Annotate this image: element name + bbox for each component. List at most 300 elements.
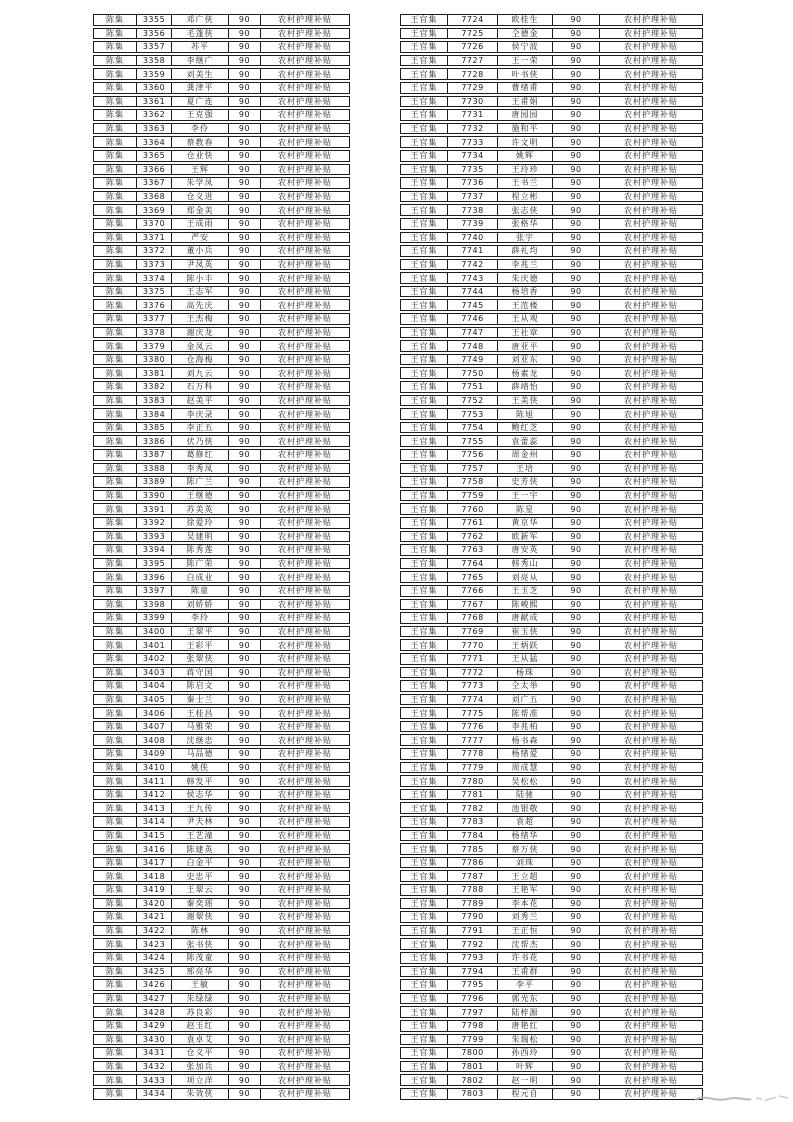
name-cell: 陈启文 bbox=[172, 681, 229, 691]
id-cell: 3434 bbox=[137, 1089, 172, 1099]
place-cell: 陈集 bbox=[94, 532, 137, 542]
name-cell: 张书侠 bbox=[172, 939, 229, 949]
subsidy-cell: 农村护理补贴 bbox=[624, 382, 678, 392]
amount-cell: 90 bbox=[229, 817, 261, 827]
place-cell: 陈集 bbox=[94, 749, 137, 759]
place-cell: 王官集 bbox=[401, 219, 448, 229]
subsidy-cell: 农村护理补贴 bbox=[624, 273, 678, 283]
place-cell: 王官集 bbox=[401, 572, 448, 582]
name-cell: 朱庆德 bbox=[498, 273, 553, 283]
table-row bbox=[93, 789, 350, 801]
subsidy-cell: 农村护理补贴 bbox=[278, 790, 332, 800]
name-cell: 王社章 bbox=[498, 328, 553, 338]
amount-cell: 90 bbox=[553, 192, 600, 202]
name-cell: 王一宇 bbox=[498, 491, 553, 501]
subsidy-cell: 农村护理补贴 bbox=[278, 246, 332, 256]
id-cell: 3392 bbox=[137, 518, 172, 528]
name-cell: 严安 bbox=[172, 233, 229, 243]
amount-cell: 90 bbox=[229, 844, 261, 854]
place-cell: 陈集 bbox=[94, 899, 137, 909]
place-cell: 陈集 bbox=[94, 192, 137, 202]
table-row bbox=[93, 150, 350, 162]
subsidy-cell: 农村护理补贴 bbox=[278, 586, 332, 596]
amount-cell: 90 bbox=[229, 246, 261, 256]
subsidy-cell: 农村护理补贴 bbox=[624, 613, 678, 623]
table-row bbox=[400, 680, 703, 692]
name-cell: 杨绪华 bbox=[498, 831, 553, 841]
amount-cell: 90 bbox=[229, 328, 261, 338]
table-row bbox=[400, 775, 703, 787]
place-cell: 陈集 bbox=[94, 776, 137, 786]
table-row bbox=[400, 408, 703, 420]
place-cell: 陈集 bbox=[94, 627, 137, 637]
name-cell: 周成慧 bbox=[498, 763, 553, 773]
table-row bbox=[93, 952, 350, 964]
subsidy-cell: 农村护理补贴 bbox=[278, 56, 332, 66]
id-cell: 7791 bbox=[448, 926, 498, 936]
id-cell: 7790 bbox=[448, 912, 498, 922]
amount-cell: 90 bbox=[553, 491, 600, 501]
amount-cell: 90 bbox=[229, 83, 261, 93]
table-row bbox=[93, 435, 350, 447]
table-row bbox=[93, 748, 350, 760]
id-cell: 3399 bbox=[137, 613, 172, 623]
subsidy-cell: 农村护理补贴 bbox=[624, 1007, 678, 1017]
subsidy-cell: 农村护理补贴 bbox=[624, 314, 678, 324]
place-cell: 陈集 bbox=[94, 831, 137, 841]
id-cell: 7747 bbox=[448, 328, 498, 338]
place-cell: 陈集 bbox=[94, 69, 137, 79]
table-row bbox=[400, 789, 703, 801]
subsidy-cell: 农村护理补贴 bbox=[278, 1034, 332, 1044]
amount-cell: 90 bbox=[553, 600, 600, 610]
id-cell: 7777 bbox=[448, 735, 498, 745]
place-cell: 王官集 bbox=[401, 1021, 448, 1031]
table-row bbox=[93, 28, 350, 40]
amount-cell: 90 bbox=[553, 423, 600, 433]
amount-cell: 90 bbox=[229, 681, 261, 691]
table-row bbox=[93, 245, 350, 257]
amount-cell: 90 bbox=[229, 192, 261, 202]
id-cell: 7724 bbox=[448, 15, 498, 25]
table-row bbox=[400, 857, 703, 869]
place-cell: 王官集 bbox=[401, 763, 448, 773]
name-cell: 姚侠 bbox=[172, 763, 229, 773]
table-row bbox=[400, 1047, 703, 1059]
name-cell: 蔡万侠 bbox=[498, 844, 553, 854]
id-cell: 7778 bbox=[448, 749, 498, 759]
table-row bbox=[400, 449, 703, 461]
place-cell: 陈集 bbox=[94, 355, 137, 365]
name-cell: 陈旭 bbox=[498, 409, 553, 419]
place-cell: 陈集 bbox=[94, 668, 137, 678]
amount-cell: 90 bbox=[229, 803, 261, 813]
id-cell: 3421 bbox=[137, 912, 172, 922]
place-cell: 陈集 bbox=[94, 423, 137, 433]
subsidy-cell: 农村护理补贴 bbox=[624, 1034, 678, 1044]
subsidy-cell: 农村护理补贴 bbox=[278, 42, 332, 52]
subsidy-cell: 农村护理补贴 bbox=[278, 1048, 332, 1058]
amount-cell: 90 bbox=[229, 912, 261, 922]
subsidy-cell: 农村护理补贴 bbox=[624, 776, 678, 786]
name-cell: 徐爱玲 bbox=[172, 518, 229, 528]
name-cell: 仓业快 bbox=[172, 151, 229, 161]
place-cell: 陈集 bbox=[94, 613, 137, 623]
place-cell: 陈集 bbox=[94, 763, 137, 773]
id-cell: 3362 bbox=[137, 110, 172, 120]
name-cell: 王甫群 bbox=[498, 967, 553, 977]
subsidy-cell: 农村护理补贴 bbox=[278, 531, 332, 541]
subsidy-cell: 农村护理补贴 bbox=[278, 192, 332, 202]
place-cell: 王官集 bbox=[401, 1007, 448, 1017]
place-cell: 陈集 bbox=[94, 219, 137, 229]
name-cell: 陈童 bbox=[172, 586, 229, 596]
table-row bbox=[93, 367, 350, 379]
name-cell: 王从观 bbox=[498, 314, 553, 324]
subsidy-cell: 农村护理补贴 bbox=[624, 327, 678, 337]
table-row bbox=[93, 884, 350, 896]
name-cell: 张宇 bbox=[498, 233, 553, 243]
subsidy-cell: 农村护理补贴 bbox=[624, 28, 678, 38]
id-cell: 7748 bbox=[448, 341, 498, 351]
subsidy-cell: 农村护理补贴 bbox=[278, 980, 332, 990]
place-cell: 陈集 bbox=[94, 1021, 137, 1031]
name-cell: 陈建英 bbox=[172, 844, 229, 854]
amount-cell: 90 bbox=[229, 137, 261, 147]
place-cell: 陈集 bbox=[94, 708, 137, 718]
place-cell: 陈集 bbox=[94, 165, 137, 175]
id-cell: 7769 bbox=[448, 627, 498, 637]
id-cell: 3386 bbox=[137, 436, 172, 446]
place-cell: 陈集 bbox=[94, 1089, 137, 1099]
table-row bbox=[93, 816, 350, 828]
id-cell: 7738 bbox=[448, 205, 498, 215]
table-row bbox=[93, 993, 350, 1005]
amount-cell: 90 bbox=[229, 708, 261, 718]
id-cell: 7776 bbox=[448, 722, 498, 732]
amount-cell: 90 bbox=[229, 695, 261, 705]
name-cell: 王书兰 bbox=[498, 178, 553, 188]
name-cell: 吴建明 bbox=[172, 532, 229, 542]
place-cell: 王官集 bbox=[401, 260, 448, 270]
place-cell: 陈集 bbox=[94, 328, 137, 338]
subsidy-cell: 农村护理补贴 bbox=[624, 15, 678, 25]
amount-cell: 90 bbox=[229, 586, 261, 596]
name-cell: 郭光东 bbox=[498, 994, 553, 1004]
id-cell: 3393 bbox=[137, 532, 172, 542]
amount-cell: 90 bbox=[553, 165, 600, 175]
place-cell: 陈集 bbox=[94, 1048, 137, 1058]
place-cell: 陈集 bbox=[94, 273, 137, 283]
amount-cell: 90 bbox=[229, 654, 261, 664]
table-row bbox=[93, 544, 350, 556]
id-cell: 7795 bbox=[448, 980, 498, 990]
amount-cell: 90 bbox=[229, 735, 261, 745]
amount-cell: 90 bbox=[553, 42, 600, 52]
subsidy-cell: 农村护理补贴 bbox=[624, 137, 678, 147]
amount-cell: 90 bbox=[553, 464, 600, 474]
name-cell: 仓海梅 bbox=[172, 355, 229, 365]
name-cell: 陆驰 bbox=[498, 790, 553, 800]
name-cell: 韩发平 bbox=[172, 776, 229, 786]
place-cell: 王官集 bbox=[401, 858, 448, 868]
place-cell: 陈集 bbox=[94, 137, 137, 147]
id-cell: 7750 bbox=[448, 368, 498, 378]
place-cell: 王官集 bbox=[401, 600, 448, 610]
amount-cell: 90 bbox=[553, 504, 600, 514]
name-cell: 韩秀山 bbox=[498, 559, 553, 569]
subsidy-cell: 农村护理补贴 bbox=[278, 504, 332, 514]
subsidy-cell: 农村护理补贴 bbox=[624, 1075, 678, 1085]
name-cell: 苏美英 bbox=[172, 504, 229, 514]
amount-cell: 90 bbox=[229, 69, 261, 79]
id-cell: 7801 bbox=[448, 1062, 498, 1072]
place-cell: 王官集 bbox=[401, 314, 448, 324]
table-row bbox=[93, 1006, 350, 1018]
place-cell: 王官集 bbox=[401, 423, 448, 433]
table-row bbox=[400, 422, 703, 434]
id-cell: 7783 bbox=[448, 817, 498, 827]
name-cell: 陈秀莲 bbox=[172, 545, 229, 555]
place-cell: 王官集 bbox=[401, 980, 448, 990]
table-row bbox=[400, 843, 703, 855]
name-cell: 姚辉 bbox=[498, 151, 553, 161]
name-cell: 杨珠 bbox=[498, 668, 553, 678]
id-cell: 7755 bbox=[448, 436, 498, 446]
amount-cell: 90 bbox=[229, 749, 261, 759]
subsidy-cell: 农村护理补贴 bbox=[278, 436, 332, 446]
id-cell: 3381 bbox=[137, 368, 172, 378]
place-cell: 王官集 bbox=[401, 69, 448, 79]
table-row bbox=[400, 96, 703, 108]
name-cell: 刘娇娇 bbox=[172, 600, 229, 610]
subsidy-cell: 农村护理补贴 bbox=[624, 178, 678, 188]
subsidy-cell: 农村护理补贴 bbox=[278, 817, 332, 827]
place-cell: 王官集 bbox=[401, 1062, 448, 1072]
table-row bbox=[93, 177, 350, 189]
amount-cell: 90 bbox=[229, 29, 261, 39]
name-cell: 侯志华 bbox=[172, 790, 229, 800]
amount-cell: 90 bbox=[553, 477, 600, 487]
name-cell: 朱绿绿 bbox=[172, 994, 229, 1004]
table-row bbox=[93, 857, 350, 869]
subsidy-cell: 农村护理补贴 bbox=[624, 1021, 678, 1031]
name-cell: 王玉芝 bbox=[498, 586, 553, 596]
table-row bbox=[400, 1034, 703, 1046]
amount-cell: 90 bbox=[553, 803, 600, 813]
table-row bbox=[93, 422, 350, 434]
table-row bbox=[93, 449, 350, 461]
amount-cell: 90 bbox=[553, 83, 600, 93]
subsidy-cell: 农村护理补贴 bbox=[278, 28, 332, 38]
place-cell: 王官集 bbox=[401, 436, 448, 446]
id-cell: 7730 bbox=[448, 97, 498, 107]
id-cell: 3424 bbox=[137, 953, 172, 963]
table-row bbox=[400, 123, 703, 135]
amount-cell: 90 bbox=[229, 124, 261, 134]
subsidy-cell: 农村护理补贴 bbox=[278, 627, 332, 637]
amount-cell: 90 bbox=[553, 205, 600, 215]
id-cell: 3422 bbox=[137, 926, 172, 936]
id-cell: 7787 bbox=[448, 871, 498, 881]
amount-cell: 90 bbox=[229, 97, 261, 107]
table-row bbox=[93, 218, 350, 230]
amount-cell: 90 bbox=[553, 763, 600, 773]
table-row bbox=[400, 925, 703, 937]
subsidy-cell: 农村护理补贴 bbox=[624, 1062, 678, 1072]
amount-cell: 90 bbox=[553, 1035, 600, 1045]
name-cell: 陈小丰 bbox=[172, 273, 229, 283]
amount-cell: 90 bbox=[553, 518, 600, 528]
amount-cell: 90 bbox=[553, 1089, 600, 1099]
table-row bbox=[400, 14, 703, 26]
table-row bbox=[93, 721, 350, 733]
subsidy-cell: 农村护理补贴 bbox=[278, 545, 332, 555]
id-cell: 3411 bbox=[137, 776, 172, 786]
id-cell: 3432 bbox=[137, 1062, 172, 1072]
name-cell: 张翠侠 bbox=[172, 654, 229, 664]
id-cell: 3374 bbox=[137, 273, 172, 283]
place-cell: 陈集 bbox=[94, 600, 137, 610]
amount-cell: 90 bbox=[553, 831, 600, 841]
id-cell: 7797 bbox=[448, 1007, 498, 1017]
name-cell: 李本花 bbox=[498, 899, 553, 909]
subsidy-cell: 农村护理补贴 bbox=[278, 164, 332, 174]
table-row bbox=[400, 164, 703, 176]
subsidy-cell: 农村护理补贴 bbox=[278, 1089, 332, 1099]
amount-cell: 90 bbox=[229, 110, 261, 120]
amount-cell: 90 bbox=[553, 178, 600, 188]
id-cell: 7798 bbox=[448, 1021, 498, 1031]
id-cell: 7751 bbox=[448, 382, 498, 392]
table-row bbox=[400, 585, 703, 597]
table-row bbox=[93, 68, 350, 80]
name-cell: 赵玉红 bbox=[172, 1021, 229, 1031]
id-cell: 3415 bbox=[137, 831, 172, 841]
id-cell: 7745 bbox=[448, 300, 498, 310]
amount-cell: 90 bbox=[553, 110, 600, 120]
place-cell: 陈集 bbox=[94, 735, 137, 745]
subsidy-cell: 农村护理补贴 bbox=[624, 246, 678, 256]
id-cell: 7766 bbox=[448, 586, 498, 596]
place-cell: 王官集 bbox=[401, 953, 448, 963]
amount-cell: 90 bbox=[229, 491, 261, 501]
id-cell: 3401 bbox=[137, 640, 172, 650]
id-cell: 7773 bbox=[448, 681, 498, 691]
place-cell: 陈集 bbox=[94, 858, 137, 868]
subsidy-cell: 农村护理补贴 bbox=[624, 42, 678, 52]
subsidy-cell: 农村护理补贴 bbox=[624, 898, 678, 908]
name-cell: 王立超 bbox=[498, 871, 553, 881]
amount-cell: 90 bbox=[553, 844, 600, 854]
id-cell: 7785 bbox=[448, 844, 498, 854]
table-row bbox=[93, 667, 350, 679]
subsidy-cell: 农村护理补贴 bbox=[624, 205, 678, 215]
amount-cell: 90 bbox=[553, 899, 600, 909]
place-cell: 陈集 bbox=[94, 491, 137, 501]
amount-cell: 90 bbox=[229, 436, 261, 446]
id-cell: 7770 bbox=[448, 640, 498, 650]
table-row bbox=[93, 1020, 350, 1032]
table-row bbox=[400, 41, 703, 53]
place-cell: 王官集 bbox=[401, 273, 448, 283]
id-cell: 3387 bbox=[137, 450, 172, 460]
name-cell: 王志军 bbox=[172, 287, 229, 297]
amount-cell: 90 bbox=[553, 953, 600, 963]
amount-cell: 90 bbox=[553, 613, 600, 623]
id-cell: 7728 bbox=[448, 69, 498, 79]
table-row bbox=[400, 68, 703, 80]
subsidy-cell: 农村护理补贴 bbox=[624, 259, 678, 269]
id-cell: 3372 bbox=[137, 246, 172, 256]
name-cell: 袁蕾蕊 bbox=[498, 436, 553, 446]
amount-cell: 90 bbox=[229, 165, 261, 175]
id-cell: 7793 bbox=[448, 953, 498, 963]
id-cell: 3379 bbox=[137, 341, 172, 351]
place-cell: 王官集 bbox=[401, 559, 448, 569]
id-cell: 3420 bbox=[137, 899, 172, 909]
amount-cell: 90 bbox=[229, 341, 261, 351]
subsidy-cell: 农村护理补贴 bbox=[278, 341, 332, 351]
amount-cell: 90 bbox=[229, 885, 261, 895]
id-cell: 3403 bbox=[137, 668, 172, 678]
id-cell: 7736 bbox=[448, 178, 498, 188]
name-cell: 陈星 bbox=[498, 504, 553, 514]
amount-cell: 90 bbox=[229, 572, 261, 582]
id-cell: 7729 bbox=[448, 83, 498, 93]
name-cell: 杨素龙 bbox=[498, 368, 553, 378]
id-cell: 3426 bbox=[137, 980, 172, 990]
subsidy-cell: 农村护理补贴 bbox=[624, 1089, 678, 1099]
table-row bbox=[93, 898, 350, 910]
place-cell: 陈集 bbox=[94, 300, 137, 310]
name-cell: 周金州 bbox=[498, 450, 553, 460]
subsidy-cell: 农村护理补贴 bbox=[278, 96, 332, 106]
table-row bbox=[400, 966, 703, 978]
id-cell: 3409 bbox=[137, 749, 172, 759]
id-cell: 3378 bbox=[137, 328, 172, 338]
amount-cell: 90 bbox=[553, 450, 600, 460]
place-cell: 王官集 bbox=[401, 233, 448, 243]
id-cell: 7802 bbox=[448, 1075, 498, 1085]
table-row bbox=[400, 870, 703, 882]
subsidy-cell: 农村护理补贴 bbox=[278, 463, 332, 473]
place-cell: 陈集 bbox=[94, 1075, 137, 1085]
name-cell: 白金平 bbox=[172, 858, 229, 868]
amount-cell: 90 bbox=[553, 545, 600, 555]
amount-cell: 90 bbox=[229, 1089, 261, 1099]
table-row bbox=[93, 340, 350, 352]
name-cell: 苏良彩 bbox=[172, 1007, 229, 1017]
place-cell: 陈集 bbox=[94, 967, 137, 977]
id-cell: 7749 bbox=[448, 355, 498, 365]
place-cell: 王官集 bbox=[401, 192, 448, 202]
id-cell: 7796 bbox=[448, 994, 498, 1004]
id-cell: 7771 bbox=[448, 654, 498, 664]
name-cell: 王敏 bbox=[172, 980, 229, 990]
name-cell: 王辉 bbox=[172, 165, 229, 175]
id-cell: 7752 bbox=[448, 396, 498, 406]
place-cell: 王官集 bbox=[401, 1048, 448, 1058]
table-row bbox=[400, 1020, 703, 1032]
subsidy-cell: 农村护理补贴 bbox=[624, 681, 678, 691]
id-cell: 3382 bbox=[137, 382, 172, 392]
amount-cell: 90 bbox=[553, 1062, 600, 1072]
name-cell: 龚津平 bbox=[172, 83, 229, 93]
name-cell: 尹夫林 bbox=[172, 817, 229, 827]
table-row bbox=[400, 1074, 703, 1086]
amount-cell: 90 bbox=[553, 967, 600, 977]
